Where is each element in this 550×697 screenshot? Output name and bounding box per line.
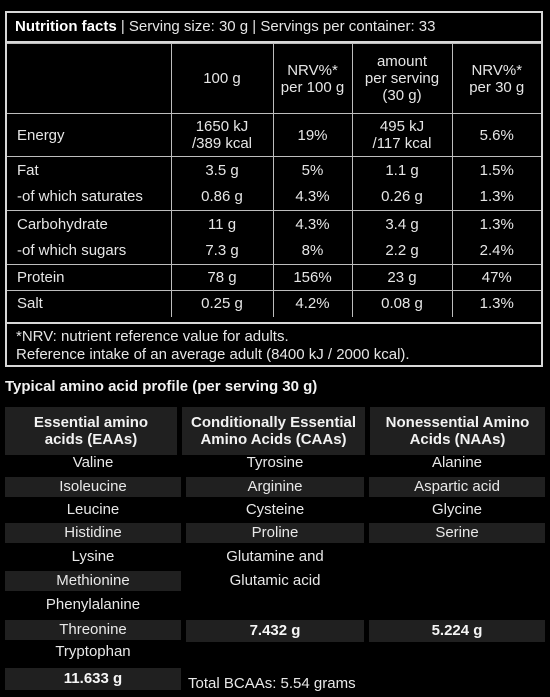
amino-profile-title: Typical amino acid profile (per serving 30 g) [5, 378, 318, 395]
carbohydrate-serving: 3.4 g [352, 211, 452, 238]
protein-row [7, 265, 541, 291]
energy-100g: 1650 kJ /389 kcal [171, 114, 273, 157]
fat-nrv-30g: 1.5% [452, 157, 541, 184]
salt-nrv-30g: 1.3% [452, 291, 541, 317]
caa-total: 7.432 g [186, 620, 364, 642]
saturates-serving: 0.26 g [352, 184, 452, 211]
header-nrv-30g: NRV%* per 30 g [452, 44, 541, 114]
header-blank [7, 44, 171, 114]
eaa-item: Histidine [5, 523, 181, 543]
nutrition-table [7, 43, 541, 317]
eaa-item: Threonine [5, 620, 181, 640]
protein-serving: 23 g [352, 265, 452, 291]
saturates-label: -of which saturates [7, 184, 171, 211]
energy-nrv-100g: 19% [273, 114, 352, 157]
eaa-item: Tryptophan [55, 643, 131, 660]
carbohydrate-nrv-30g: 1.3% [452, 211, 541, 238]
footnote-line-2: Reference intake of an average adult (8400 kJ / 2000 kcal). [16, 346, 410, 363]
energy-serving: 495 kJ /117 kcal [352, 114, 452, 157]
saturates-row [7, 184, 541, 211]
caa-item: Arginine [186, 477, 364, 497]
nutrition-title: Nutrition facts [15, 18, 117, 35]
sugars-row [7, 238, 541, 265]
salt-row [7, 291, 541, 317]
eaa-item: Methionine [5, 571, 181, 591]
protein-nrv-30g: 47% [452, 265, 541, 291]
eaa-item: Isoleucine [5, 477, 181, 497]
fat-row [7, 157, 541, 184]
caa-item: Glutamic acid [229, 572, 321, 589]
protein-label: Protein [7, 265, 171, 291]
caa-header: Conditionally Essential Amino Acids (CAAs) [182, 407, 365, 455]
energy-label: Energy [7, 114, 171, 157]
energy-row [7, 114, 541, 157]
nutrition-header [7, 13, 541, 43]
bcaa-total: Total BCAAs: 5.54 grams [188, 675, 356, 692]
fat-label: Fat [7, 157, 171, 184]
sugars-label: -of which sugars [7, 238, 171, 265]
caa-item: Proline [186, 523, 364, 543]
caa-item: Cysteine [245, 501, 305, 518]
sugars-nrv-30g: 2.4% [452, 238, 541, 265]
caa-item: Glutamine and [226, 548, 324, 565]
carbohydrate-label: Carbohydrate [7, 211, 171, 238]
fat-serving: 1.1 g [352, 157, 452, 184]
header-nrv-100g: NRV%* per 100 g [273, 44, 352, 114]
footnote-line-1: *NRV: nutrient reference value for adults. [16, 328, 289, 345]
carbohydrate-row [7, 211, 541, 238]
saturates-100g: 0.86 g [171, 184, 273, 211]
salt-nrv-100g: 4.2% [273, 291, 352, 317]
eaa-item: Valine [72, 454, 114, 471]
nrv-footnote [7, 322, 541, 365]
naa-item: Aspartic acid [369, 477, 545, 497]
header-per-serving: amount per serving (30 g) [352, 44, 452, 114]
eaa-header: Essential amino acids (EAAs) [5, 407, 177, 455]
salt-100g: 0.25 g [171, 291, 273, 317]
protein-100g: 78 g [171, 265, 273, 291]
salt-serving: 0.08 g [352, 291, 452, 317]
eaa-item: Leucine [66, 501, 120, 518]
sugars-100g: 7.3 g [171, 238, 273, 265]
eaa-item: Lysine [71, 548, 115, 565]
fat-nrv-100g: 5% [273, 157, 352, 184]
saturates-nrv-30g: 1.3% [452, 184, 541, 211]
eaa-total: 11.633 g [5, 668, 181, 690]
eaa-item: Phenylalanine [45, 596, 141, 613]
sugars-serving: 2.2 g [352, 238, 452, 265]
naa-total: 5.224 g [369, 620, 545, 642]
naa-item: Alanine [431, 454, 483, 471]
naa-item: Serine [369, 523, 545, 543]
fat-100g: 3.5 g [171, 157, 273, 184]
nutrition-facts-panel [5, 11, 543, 367]
naa-header: Nonessential Amino Acids (NAAs) [370, 407, 545, 455]
protein-nrv-100g: 156% [273, 265, 352, 291]
salt-label: Salt [7, 291, 171, 317]
carbohydrate-nrv-100g: 4.3% [273, 211, 352, 238]
header-100g: 100 g [171, 44, 273, 114]
sugars-nrv-100g: 8% [273, 238, 352, 265]
table-header-row [7, 44, 541, 114]
serving-info: | Serving size: 30 g | Servings per container: 33 [116, 18, 436, 35]
naa-item: Glycine [431, 501, 483, 518]
saturates-nrv-100g: 4.3% [273, 184, 352, 211]
caa-item: Tyrosine [246, 454, 304, 471]
energy-nrv-30g: 5.6% [452, 114, 541, 157]
carbohydrate-100g: 11 g [171, 211, 273, 238]
